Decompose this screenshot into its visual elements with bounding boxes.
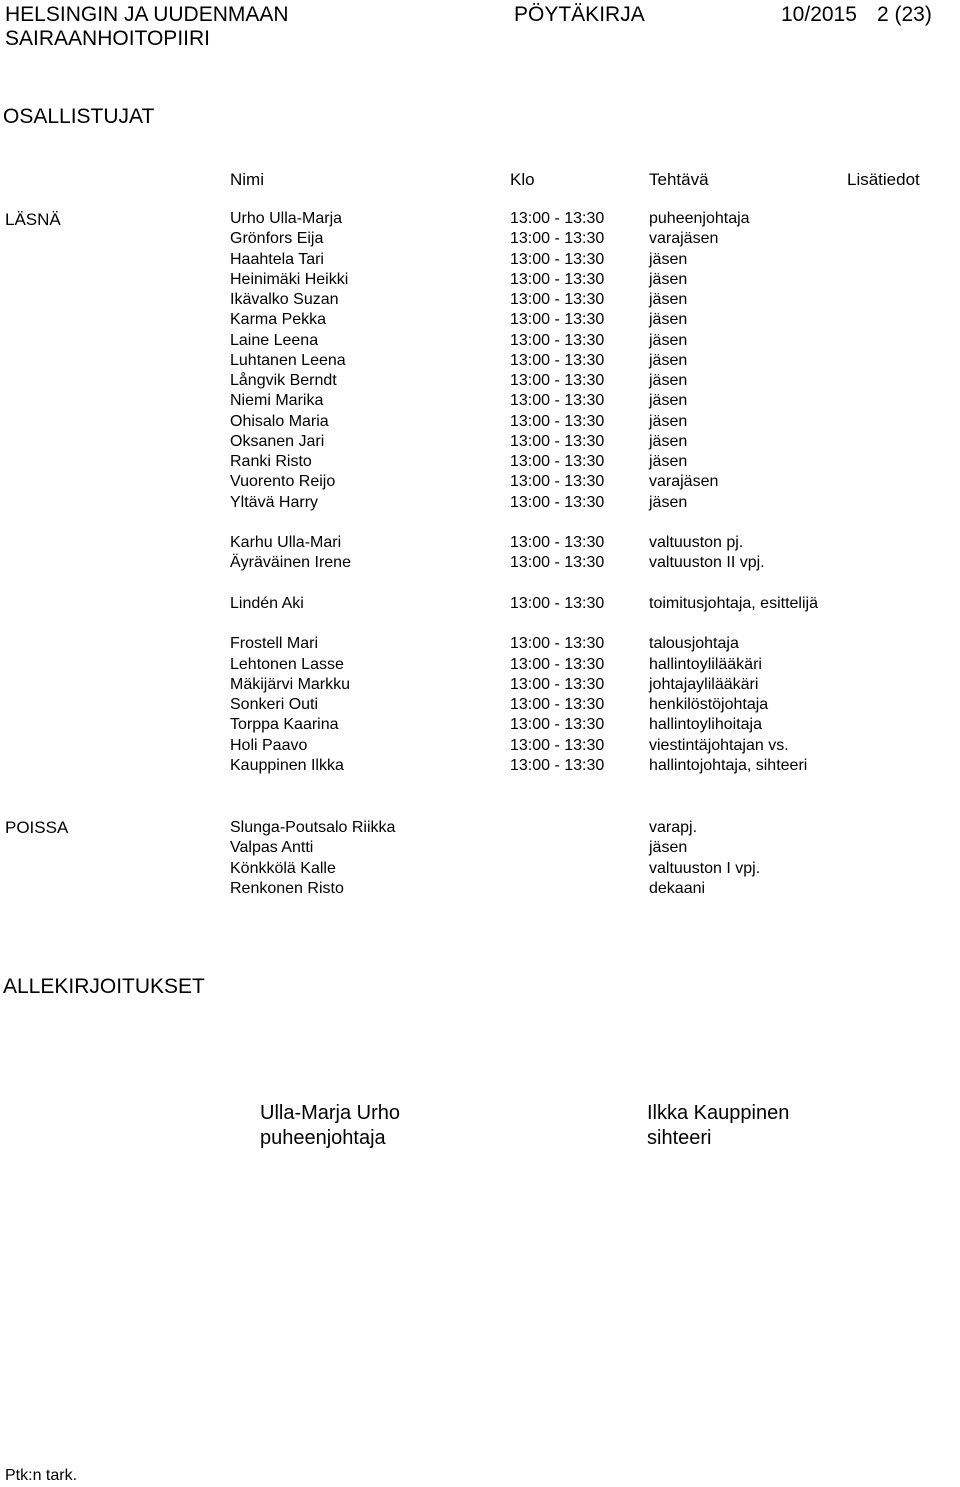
- table-row: [0, 675, 960, 695]
- participants-title: OSALLISTUJAT: [3, 105, 155, 128]
- participant-name: Slunga-Poutsalo Riikka: [230, 819, 396, 836]
- table-row: [0, 371, 960, 391]
- participant-time: 13:00 - 13:30: [510, 554, 605, 572]
- participant-name: Vuorento Reijo: [230, 473, 336, 491]
- table-row: [0, 594, 960, 614]
- signature-secretary-name: Ilkka Kauppinen: [647, 1102, 790, 1124]
- participant-role: jäsen: [649, 250, 688, 268]
- participant-role: henkilöstöjohtaja: [649, 696, 769, 713]
- signature-chair-role: puheenjohtaja: [260, 1127, 386, 1149]
- participant-role: hallintojohtaja, sihteeri: [649, 756, 808, 774]
- signatures-title: ALLEKIRJOITUKSET: [3, 975, 205, 998]
- participant-role: valtuuston I vpj.: [649, 859, 761, 877]
- participant-time: 13:00 - 13:30: [510, 493, 605, 511]
- participant-name: Mäkijärvi Markku: [230, 675, 351, 693]
- participant-time: 13:00 - 13:30: [510, 696, 605, 713]
- table-row: [0, 412, 960, 432]
- participant-role: varajäsen: [649, 230, 719, 248]
- participant-name: Lindén Aki: [230, 594, 304, 612]
- participant-role: jäsen: [649, 270, 688, 288]
- participant-name: Luhtanen Leena: [230, 351, 346, 369]
- organization-line-1: HELSINGIN JA UUDENMAAN: [5, 3, 289, 26]
- table-row: [0, 655, 960, 675]
- participant-time: 13:00 - 13:30: [510, 250, 605, 268]
- participant-role: toimitusjohtaja, esittelijä: [649, 594, 818, 612]
- participant-name: Heinimäki Heikki: [230, 270, 349, 288]
- participant-name: Ranki Risto: [230, 453, 312, 470]
- column-header-role: Tehtävä: [649, 170, 709, 189]
- table-row: [0, 229, 960, 249]
- table-row: [0, 331, 960, 351]
- table-row: [0, 472, 960, 492]
- table-row: [0, 290, 960, 310]
- table-row: [0, 209, 960, 229]
- participant-name: Laine Leena: [230, 331, 319, 349]
- participant-time: 13:00 - 13:30: [510, 351, 605, 369]
- participant-name: Niemi Marika: [230, 392, 324, 410]
- table-row: [0, 533, 960, 553]
- participant-time: 13:00 - 13:30: [510, 635, 605, 653]
- table-row: [0, 715, 960, 735]
- participant-role: jäsen: [649, 493, 688, 511]
- participant-role: talousjohtaja: [649, 635, 739, 653]
- participant-name: Frostell Mari: [230, 635, 319, 653]
- table-row: [0, 310, 960, 330]
- participant-name: Kauppinen Ilkka: [230, 756, 344, 774]
- absent-label: POISSA: [5, 818, 69, 837]
- participant-role: dekaani: [649, 879, 706, 897]
- participant-name: Könkkölä Kalle: [230, 859, 336, 877]
- participant-time: 13:00 - 13:30: [510, 675, 605, 693]
- participant-role: valtuuston pj.: [649, 534, 744, 551]
- participant-time: 13:00 - 13:30: [510, 230, 605, 248]
- present-list: [0, 209, 960, 776]
- table-row: [0, 250, 960, 270]
- participant-name: Urho Ulla-Marja: [230, 210, 343, 227]
- table-row: [0, 756, 960, 776]
- table-row: [0, 634, 960, 654]
- participant-time: 13:00 - 13:30: [510, 372, 605, 389]
- participant-name: Yltävä Harry: [230, 493, 319, 511]
- participant-time: 13:00 - 13:30: [510, 311, 605, 329]
- participant-role: jäsen: [649, 372, 688, 389]
- participant-name: Grönfors Eija: [230, 230, 324, 248]
- table-row: [0, 351, 960, 371]
- table-row: [0, 736, 960, 756]
- signature-secretary-role: sihteeri: [647, 1127, 712, 1149]
- table-row: [0, 270, 960, 290]
- absent-list: [0, 818, 960, 899]
- table-row: [0, 859, 960, 879]
- participant-time: 13:00 - 13:30: [510, 210, 605, 227]
- participant-name: Holi Paavo: [230, 736, 308, 754]
- table-row: [0, 493, 960, 513]
- document-number: 10/2015: [781, 3, 857, 26]
- participant-name: Oksanen Jari: [230, 432, 325, 450]
- participant-role: jäsen: [649, 311, 688, 329]
- column-header-name: Nimi: [230, 170, 264, 189]
- present-label: LÄSNÄ: [5, 210, 61, 229]
- participant-time: 13:00 - 13:30: [510, 716, 605, 734]
- participant-role: jäsen: [649, 432, 688, 450]
- participant-role: jäsen: [649, 412, 688, 430]
- participant-role: johtajaylilääkäri: [649, 675, 759, 693]
- participant-role: hallintoylihoitaja: [649, 716, 762, 734]
- table-row: [0, 838, 960, 858]
- table-row: [0, 391, 960, 411]
- table-row: [0, 818, 960, 838]
- signature-chair: [260, 1101, 400, 1151]
- participant-role: hallintoylilääkäri: [649, 655, 762, 673]
- participant-time: 13:00 - 13:30: [510, 594, 605, 612]
- participant-time: 13:00 - 13:30: [510, 534, 605, 551]
- participant-time: 13:00 - 13:30: [510, 291, 605, 308]
- participant-name: Långvik Berndt: [230, 372, 337, 389]
- participant-role: puheenjohtaja: [649, 210, 750, 227]
- participant-name: Haahtela Tari: [230, 250, 324, 268]
- organization-name: [5, 3, 289, 51]
- participant-time: 13:00 - 13:30: [510, 756, 605, 774]
- participant-name: Sonkeri Outi: [230, 696, 319, 713]
- document-type: PÖYTÄKIRJA: [514, 3, 645, 26]
- participant-time: 13:00 - 13:30: [510, 331, 605, 349]
- organization-line-2: SAIRAANHOITOPIIRI: [5, 27, 210, 50]
- participant-role: varajäsen: [649, 473, 719, 491]
- signature-chair-name: Ulla-Marja Urho: [260, 1102, 401, 1124]
- participant-time: 13:00 - 13:30: [510, 473, 605, 491]
- participant-role: jäsen: [649, 351, 688, 369]
- participant-time: 13:00 - 13:30: [510, 736, 605, 754]
- table-row: [0, 879, 960, 899]
- column-header-time: Klo: [510, 170, 535, 189]
- participant-role: valtuuston II vpj.: [649, 554, 765, 572]
- participant-name: Karhu Ulla-Mari: [230, 534, 342, 551]
- participant-time: 13:00 - 13:30: [510, 432, 605, 450]
- table-row: [0, 452, 960, 472]
- participant-role: jäsen: [649, 839, 688, 857]
- participant-name: Äyräväinen Irene: [230, 554, 351, 572]
- table-row: [0, 695, 960, 715]
- participant-time: 13:00 - 13:30: [510, 655, 605, 673]
- participant-role: jäsen: [649, 331, 688, 349]
- participant-role: jäsen: [649, 291, 688, 308]
- participant-time: 13:00 - 13:30: [510, 392, 605, 410]
- participant-time: 13:00 - 13:30: [510, 453, 605, 470]
- participant-name: Ohisalo Maria: [230, 412, 329, 430]
- participant-role: jäsen: [649, 453, 688, 470]
- participant-time: 13:00 - 13:30: [510, 412, 605, 430]
- group-spacer: [0, 513, 960, 533]
- participant-role: jäsen: [649, 392, 688, 410]
- participant-name: Lehtonen Lasse: [230, 655, 344, 673]
- table-row: [0, 553, 960, 573]
- participant-name: Ikävalko Suzan: [230, 291, 339, 308]
- signature-secretary: [647, 1101, 789, 1151]
- participant-name: Karma Pekka: [230, 311, 327, 329]
- participant-name: Valpas Antti: [230, 839, 314, 857]
- page-number: 2 (23): [877, 3, 932, 26]
- minutes-check-label: Ptk:n tark.: [5, 1467, 78, 1484]
- group-spacer: [0, 574, 960, 594]
- column-header-extra: Lisätiedot: [847, 170, 920, 189]
- group-spacer: [0, 614, 960, 634]
- participant-name: Renkonen Risto: [230, 879, 344, 897]
- table-row: [0, 432, 960, 452]
- participant-time: 13:00 - 13:30: [510, 270, 605, 288]
- participant-role: viestintäjohtajan vs.: [649, 736, 789, 754]
- participant-role: varapj.: [649, 819, 698, 836]
- participant-name: Torppa Kaarina: [230, 716, 339, 734]
